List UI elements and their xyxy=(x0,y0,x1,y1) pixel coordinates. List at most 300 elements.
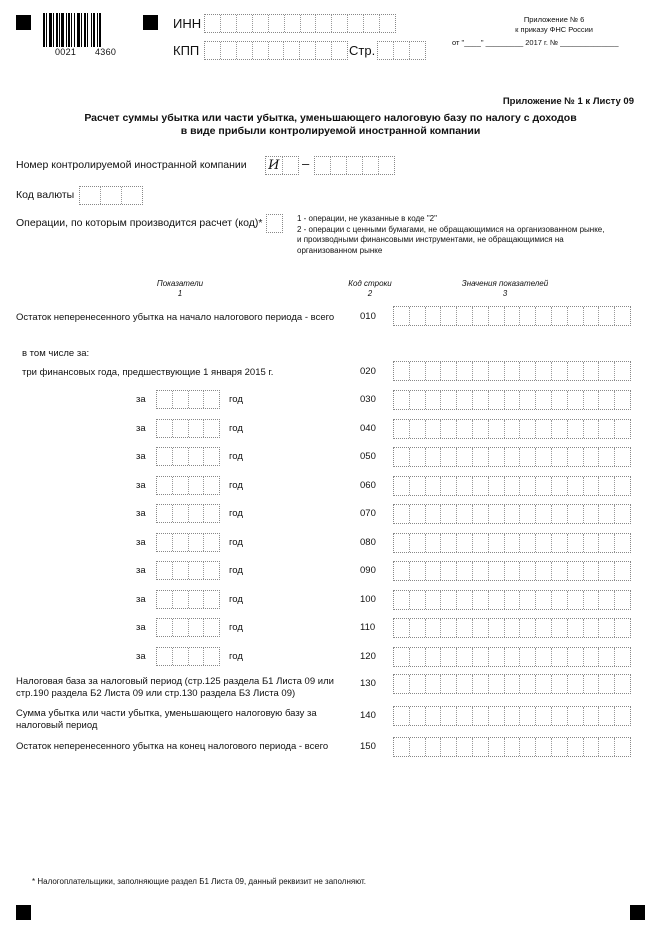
cell[interactable] xyxy=(599,448,615,466)
cell[interactable] xyxy=(489,562,505,580)
cell[interactable] xyxy=(568,420,584,438)
cell[interactable] xyxy=(520,505,536,523)
cell[interactable] xyxy=(332,42,347,59)
cell[interactable] xyxy=(505,675,521,693)
cell[interactable] xyxy=(189,562,205,579)
cell[interactable] xyxy=(536,362,552,380)
cell[interactable] xyxy=(552,591,568,609)
cell[interactable] xyxy=(157,534,173,551)
cell[interactable] xyxy=(410,562,426,580)
cell[interactable] xyxy=(599,591,615,609)
cell[interactable] xyxy=(457,738,473,756)
cell[interactable] xyxy=(505,534,521,552)
cell[interactable] xyxy=(584,738,600,756)
cell[interactable] xyxy=(536,738,552,756)
cell[interactable] xyxy=(473,477,489,495)
cell[interactable] xyxy=(189,420,205,437)
cell[interactable] xyxy=(189,534,205,551)
cell[interactable] xyxy=(347,157,363,174)
cell[interactable] xyxy=(394,562,410,580)
cell[interactable] xyxy=(426,707,442,725)
cell[interactable] xyxy=(615,591,630,609)
cell[interactable] xyxy=(173,534,189,551)
cell[interactable] xyxy=(221,15,237,32)
row-150-value-field[interactable] xyxy=(393,737,631,757)
cell[interactable] xyxy=(552,738,568,756)
cell[interactable] xyxy=(505,619,521,637)
cell[interactable] xyxy=(520,738,536,756)
cell[interactable] xyxy=(536,477,552,495)
year-row-value-field[interactable] xyxy=(393,476,631,496)
cell[interactable] xyxy=(441,591,457,609)
cell[interactable] xyxy=(316,42,332,59)
cell[interactable] xyxy=(157,505,173,522)
cell[interactable] xyxy=(380,15,395,32)
row-130-value-field[interactable] xyxy=(393,674,631,694)
cell[interactable] xyxy=(253,42,269,59)
cell[interactable] xyxy=(157,391,173,408)
year-field[interactable] xyxy=(156,618,220,637)
cell[interactable] xyxy=(394,477,410,495)
year-field[interactable] xyxy=(156,419,220,438)
cell[interactable] xyxy=(489,477,505,495)
cell[interactable] xyxy=(599,738,615,756)
cell[interactable] xyxy=(157,648,173,665)
cell[interactable] xyxy=(505,477,521,495)
cell[interactable] xyxy=(552,648,568,666)
cell[interactable] xyxy=(394,738,410,756)
cell[interactable] xyxy=(489,391,505,409)
cell[interactable] xyxy=(189,391,205,408)
cell[interactable] xyxy=(615,738,630,756)
cell[interactable] xyxy=(505,505,521,523)
operations-code-field[interactable] xyxy=(266,214,283,233)
cell[interactable] xyxy=(552,534,568,552)
cell[interactable] xyxy=(204,562,219,579)
cell[interactable] xyxy=(441,448,457,466)
cell[interactable] xyxy=(204,505,219,522)
cell[interactable] xyxy=(584,675,600,693)
cell[interactable] xyxy=(173,562,189,579)
cell[interactable] xyxy=(520,448,536,466)
cell[interactable] xyxy=(568,562,584,580)
cell[interactable] xyxy=(584,362,600,380)
cell[interactable] xyxy=(536,675,552,693)
cell[interactable] xyxy=(599,619,615,637)
cell[interactable] xyxy=(536,619,552,637)
cell[interactable] xyxy=(536,707,552,725)
cell[interactable] xyxy=(426,738,442,756)
year-row-value-field[interactable] xyxy=(393,533,631,553)
cell[interactable] xyxy=(489,591,505,609)
page-number-field[interactable] xyxy=(377,41,426,60)
cell[interactable] xyxy=(505,591,521,609)
cell[interactable] xyxy=(615,420,630,438)
cell[interactable] xyxy=(536,391,552,409)
cell[interactable] xyxy=(520,591,536,609)
cell[interactable] xyxy=(568,448,584,466)
cell[interactable] xyxy=(410,707,426,725)
cell[interactable] xyxy=(410,42,425,59)
year-row-value-field[interactable] xyxy=(393,647,631,667)
cell[interactable] xyxy=(332,15,348,32)
cell[interactable] xyxy=(584,648,600,666)
cell[interactable] xyxy=(552,391,568,409)
cell[interactable] xyxy=(536,534,552,552)
cell[interactable] xyxy=(457,619,473,637)
cell[interactable] xyxy=(410,738,426,756)
currency-code-field[interactable] xyxy=(79,186,143,205)
cell[interactable] xyxy=(615,362,630,380)
cell[interactable] xyxy=(473,591,489,609)
cell[interactable] xyxy=(237,15,253,32)
cell[interactable] xyxy=(457,477,473,495)
cell[interactable] xyxy=(568,505,584,523)
year-row-value-field[interactable] xyxy=(393,504,631,524)
cell[interactable] xyxy=(441,420,457,438)
cell[interactable] xyxy=(552,675,568,693)
cell[interactable] xyxy=(568,307,584,325)
cell[interactable] xyxy=(410,362,426,380)
cell[interactable] xyxy=(457,448,473,466)
cell[interactable] xyxy=(426,420,442,438)
cell[interactable] xyxy=(489,307,505,325)
cell[interactable] xyxy=(599,562,615,580)
cell[interactable] xyxy=(426,362,442,380)
cell[interactable] xyxy=(394,648,410,666)
cell[interactable] xyxy=(615,534,630,552)
year-row-value-field[interactable] xyxy=(393,618,631,638)
cell[interactable] xyxy=(441,738,457,756)
cell[interactable] xyxy=(457,307,473,325)
cell[interactable] xyxy=(267,215,282,232)
cell[interactable] xyxy=(394,42,410,59)
cell[interactable] xyxy=(505,707,521,725)
cell[interactable] xyxy=(426,477,442,495)
cell[interactable] xyxy=(599,362,615,380)
cell[interactable] xyxy=(204,534,219,551)
cell[interactable] xyxy=(269,15,285,32)
cell[interactable] xyxy=(394,707,410,725)
company-number-field[interactable] xyxy=(314,156,395,175)
cell[interactable] xyxy=(473,420,489,438)
cell[interactable] xyxy=(473,362,489,380)
cell[interactable] xyxy=(189,648,205,665)
cell[interactable] xyxy=(426,648,442,666)
cell[interactable] xyxy=(473,448,489,466)
cell[interactable] xyxy=(426,534,442,552)
cell[interactable] xyxy=(441,534,457,552)
cell[interactable] xyxy=(173,505,189,522)
year-field[interactable] xyxy=(156,476,220,495)
cell[interactable] xyxy=(536,448,552,466)
cell[interactable] xyxy=(473,307,489,325)
cell[interactable] xyxy=(394,391,410,409)
cell[interactable] xyxy=(157,619,173,636)
cell[interactable] xyxy=(441,619,457,637)
cell[interactable] xyxy=(568,648,584,666)
cell[interactable] xyxy=(457,648,473,666)
cell[interactable] xyxy=(457,675,473,693)
cell[interactable] xyxy=(520,619,536,637)
cell[interactable] xyxy=(584,707,600,725)
cell[interactable] xyxy=(378,42,394,59)
cell[interactable] xyxy=(426,448,442,466)
cell[interactable] xyxy=(536,307,552,325)
cell[interactable] xyxy=(284,42,300,59)
cell[interactable] xyxy=(599,391,615,409)
cell[interactable] xyxy=(473,648,489,666)
cell[interactable] xyxy=(599,648,615,666)
cell[interactable] xyxy=(457,707,473,725)
year-field[interactable] xyxy=(156,647,220,666)
cell[interactable] xyxy=(473,562,489,580)
cell[interactable] xyxy=(221,42,237,59)
cell[interactable] xyxy=(348,15,364,32)
cell[interactable] xyxy=(237,42,253,59)
cell[interactable] xyxy=(410,448,426,466)
cell[interactable] xyxy=(520,675,536,693)
cell[interactable] xyxy=(173,420,189,437)
cell[interactable] xyxy=(584,420,600,438)
cell[interactable] xyxy=(457,505,473,523)
cell[interactable] xyxy=(204,391,219,408)
cell[interactable] xyxy=(536,591,552,609)
cell[interactable] xyxy=(615,675,630,693)
cell[interactable] xyxy=(552,619,568,637)
cell[interactable] xyxy=(489,505,505,523)
cell[interactable] xyxy=(426,391,442,409)
cell[interactable] xyxy=(489,534,505,552)
cell[interactable] xyxy=(269,42,285,59)
cell[interactable] xyxy=(157,591,173,608)
cell[interactable] xyxy=(394,619,410,637)
cell[interactable] xyxy=(426,619,442,637)
cell[interactable] xyxy=(441,477,457,495)
cell[interactable] xyxy=(441,307,457,325)
cell[interactable] xyxy=(505,362,521,380)
cell[interactable] xyxy=(615,648,630,666)
cell[interactable] xyxy=(441,362,457,380)
cell[interactable] xyxy=(584,505,600,523)
cell[interactable] xyxy=(473,707,489,725)
cell[interactable] xyxy=(520,391,536,409)
cell[interactable] xyxy=(410,420,426,438)
cell[interactable] xyxy=(584,591,600,609)
cell[interactable] xyxy=(315,157,331,174)
cell[interactable] xyxy=(394,362,410,380)
cell[interactable] xyxy=(457,534,473,552)
cell[interactable] xyxy=(520,707,536,725)
cell[interactable] xyxy=(473,619,489,637)
cell[interactable] xyxy=(552,707,568,725)
cell[interactable] xyxy=(505,648,521,666)
cell[interactable] xyxy=(552,562,568,580)
year-field[interactable] xyxy=(156,447,220,466)
cell[interactable] xyxy=(584,391,600,409)
cell[interactable] xyxy=(552,362,568,380)
cell[interactable] xyxy=(426,591,442,609)
cell[interactable] xyxy=(204,420,219,437)
cell[interactable] xyxy=(505,420,521,438)
cell[interactable] xyxy=(505,448,521,466)
cell[interactable] xyxy=(473,738,489,756)
cell[interactable] xyxy=(410,534,426,552)
cell[interactable] xyxy=(285,15,301,32)
cell[interactable] xyxy=(173,477,189,494)
cell[interactable] xyxy=(505,391,521,409)
cell[interactable] xyxy=(441,505,457,523)
cell[interactable] xyxy=(489,738,505,756)
cell[interactable] xyxy=(615,307,630,325)
cell[interactable] xyxy=(473,534,489,552)
cell[interactable] xyxy=(473,675,489,693)
cell[interactable] xyxy=(80,187,101,204)
cell[interactable] xyxy=(441,648,457,666)
cell[interactable] xyxy=(568,591,584,609)
cell[interactable] xyxy=(615,562,630,580)
cell[interactable] xyxy=(410,505,426,523)
cell[interactable] xyxy=(552,505,568,523)
cell[interactable] xyxy=(489,362,505,380)
year-row-value-field[interactable] xyxy=(393,590,631,610)
cell[interactable] xyxy=(300,42,316,59)
cell[interactable] xyxy=(568,707,584,725)
cell[interactable] xyxy=(599,505,615,523)
cell[interactable] xyxy=(101,187,122,204)
cell[interactable] xyxy=(489,619,505,637)
cell[interactable] xyxy=(520,420,536,438)
cell[interactable] xyxy=(426,562,442,580)
cell[interactable] xyxy=(441,707,457,725)
year-field[interactable] xyxy=(156,504,220,523)
year-field[interactable] xyxy=(156,561,220,580)
cell[interactable] xyxy=(410,307,426,325)
cell[interactable] xyxy=(457,562,473,580)
cell[interactable] xyxy=(552,477,568,495)
cell[interactable] xyxy=(489,648,505,666)
inn-field[interactable] xyxy=(204,14,396,33)
row-020-value-field[interactable] xyxy=(393,361,631,381)
cell[interactable] xyxy=(520,562,536,580)
cell[interactable] xyxy=(584,619,600,637)
cell[interactable] xyxy=(568,738,584,756)
cell[interactable] xyxy=(505,307,521,325)
cell[interactable] xyxy=(457,362,473,380)
cell[interactable] xyxy=(457,420,473,438)
cell[interactable] xyxy=(441,562,457,580)
cell[interactable] xyxy=(122,187,142,204)
year-field[interactable] xyxy=(156,590,220,609)
cell[interactable] xyxy=(173,591,189,608)
cell[interactable] xyxy=(173,391,189,408)
cell[interactable] xyxy=(520,648,536,666)
cell[interactable] xyxy=(204,477,219,494)
cell[interactable] xyxy=(615,477,630,495)
cell[interactable] xyxy=(441,675,457,693)
cell[interactable] xyxy=(426,307,442,325)
cell[interactable] xyxy=(426,675,442,693)
cell[interactable] xyxy=(473,391,489,409)
cell[interactable] xyxy=(599,534,615,552)
cell[interactable] xyxy=(173,448,189,465)
cell[interactable] xyxy=(599,420,615,438)
cell[interactable] xyxy=(394,534,410,552)
cell[interactable] xyxy=(410,477,426,495)
cell[interactable] xyxy=(204,619,219,636)
cell[interactable] xyxy=(157,420,173,437)
cell[interactable] xyxy=(489,420,505,438)
cell[interactable] xyxy=(205,15,221,32)
cell[interactable] xyxy=(410,675,426,693)
cell[interactable] xyxy=(536,420,552,438)
cell[interactable] xyxy=(615,619,630,637)
cell[interactable] xyxy=(584,562,600,580)
cell[interactable] xyxy=(379,157,394,174)
cell[interactable] xyxy=(394,420,410,438)
cell[interactable] xyxy=(410,591,426,609)
cell[interactable] xyxy=(584,307,600,325)
cell[interactable] xyxy=(410,391,426,409)
cell[interactable] xyxy=(204,648,219,665)
cell[interactable] xyxy=(189,619,205,636)
cell[interactable] xyxy=(520,477,536,495)
cell[interactable] xyxy=(363,157,379,174)
cell[interactable] xyxy=(599,707,615,725)
cell[interactable] xyxy=(552,307,568,325)
cell[interactable] xyxy=(520,362,536,380)
cell[interactable] xyxy=(568,362,584,380)
cell[interactable] xyxy=(364,15,380,32)
cell[interactable] xyxy=(253,15,269,32)
year-row-value-field[interactable] xyxy=(393,561,631,581)
cell[interactable] xyxy=(505,738,521,756)
cell[interactable] xyxy=(599,307,615,325)
cell[interactable] xyxy=(489,675,505,693)
cell[interactable] xyxy=(536,562,552,580)
cell[interactable] xyxy=(584,534,600,552)
cell[interactable] xyxy=(457,391,473,409)
cell[interactable] xyxy=(173,619,189,636)
cell[interactable] xyxy=(204,448,219,465)
cell[interactable] xyxy=(505,562,521,580)
cell[interactable] xyxy=(599,477,615,495)
cell[interactable] xyxy=(205,42,221,59)
cell[interactable] xyxy=(520,307,536,325)
cell[interactable] xyxy=(173,648,189,665)
kpp-field[interactable] xyxy=(204,41,348,60)
cell[interactable] xyxy=(189,591,205,608)
cell[interactable] xyxy=(410,619,426,637)
row-010-value-field[interactable] xyxy=(393,306,631,326)
cell[interactable] xyxy=(189,505,205,522)
cell[interactable] xyxy=(394,307,410,325)
cell[interactable] xyxy=(331,157,347,174)
cell[interactable] xyxy=(394,591,410,609)
row-140-value-field[interactable] xyxy=(393,706,631,726)
cell[interactable] xyxy=(204,591,219,608)
cell[interactable] xyxy=(552,448,568,466)
cell[interactable] xyxy=(441,391,457,409)
cell[interactable] xyxy=(568,534,584,552)
cell[interactable] xyxy=(157,477,173,494)
cell[interactable] xyxy=(599,675,615,693)
cell[interactable] xyxy=(473,505,489,523)
cell[interactable] xyxy=(189,477,205,494)
cell[interactable] xyxy=(568,675,584,693)
cell[interactable] xyxy=(301,15,317,32)
year-row-value-field[interactable] xyxy=(393,447,631,467)
